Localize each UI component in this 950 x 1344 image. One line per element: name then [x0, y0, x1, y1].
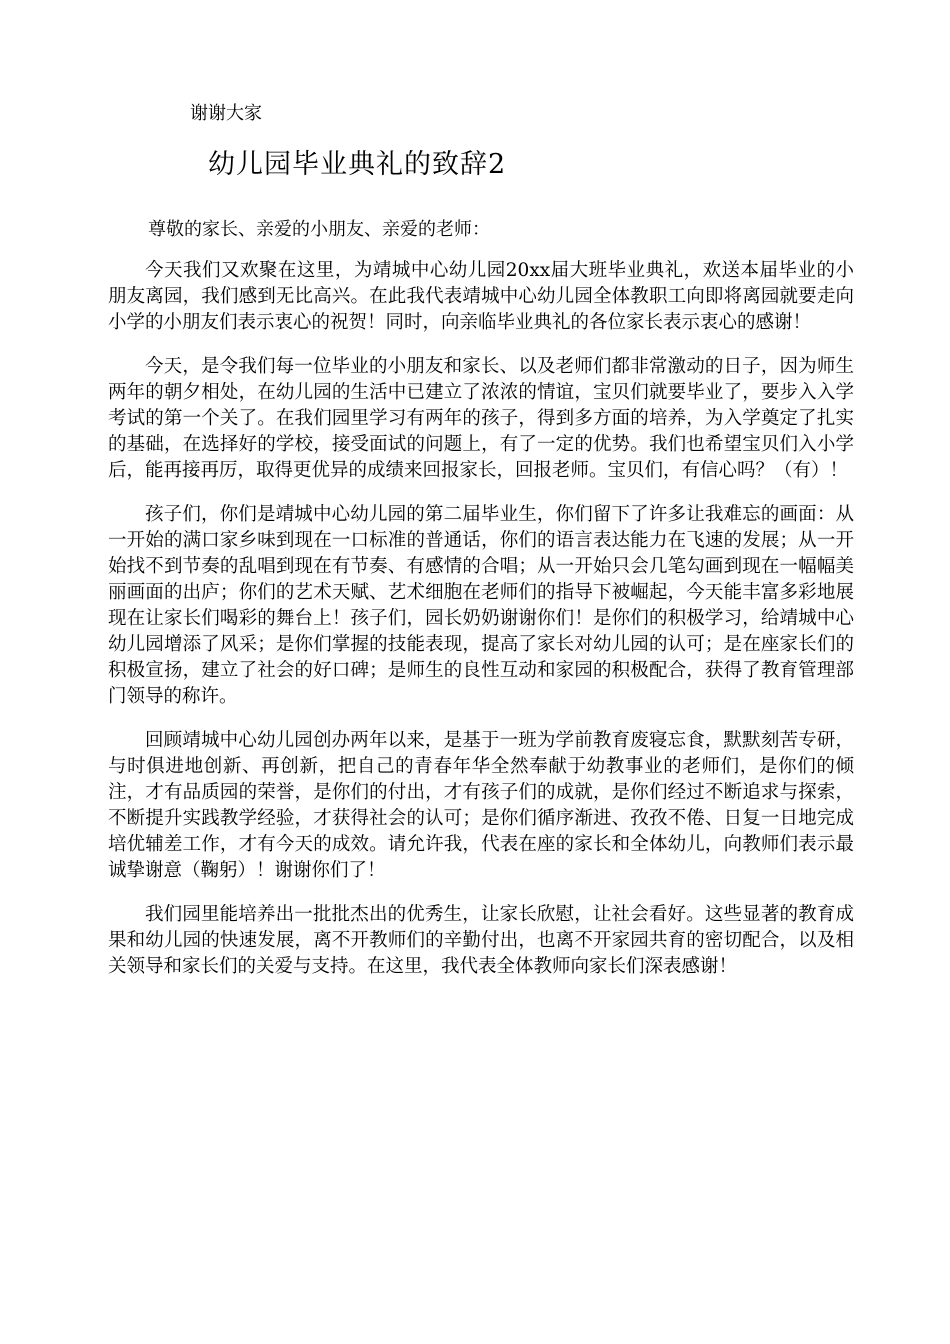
paragraph-4: 回顾靖城中心幼儿园创办两年以来，是基于一班为学前教育废寝忘食，默默刻苦专研，与时俱进地创新、再创新，把自己的青春年华全然奉献于幼教事业的老师们，是你们的倾注，才有品质园的荣誉，是你们的付出，才有孩子们的成就，是你们经过不断追求与探索，不断提升实践教学经验，才获得社会的认可；是你们循序渐进、孜孜不倦、日复一日地完成培优辅差工作，才有今天的成效。请允许我，代表在座的家长和全体幼儿，向教师们表示最诚挚谢意（鞠躬）！谢谢你们了！: [108, 730, 854, 881]
salutation: 尊敬的家长、亲爱的小朋友、亲爱的老师：: [148, 219, 490, 240]
document-title: 幼儿园毕业典礼的致辞2: [208, 149, 507, 180]
paragraph-2: 今天，是令我们每一位毕业的小朋友和家长、以及老师们都非常激动的日子，因为师生两年的朝夕相处，在幼儿园的生活中已建立了浓浓的情谊，宝贝们就要毕业了，要步入入学考试的第一个关了。在我们园里学习有两年的孩子，得到多方面的培养，为入学奠定了扎实的基础，在选择好的学校，接受面试的问题上，有了一定的优势。我们也希望宝贝们入小学后，能再接再厉，取得更优异的成绩来回报家长，回报老师。宝贝们，有信心吗？（有）！: [108, 356, 854, 481]
document-body: [108, 258, 854, 998]
paragraph-1: 今天我们又欢聚在这里，为靖城中心幼儿园20xx届大班毕业典礼，欢送本届毕业的小朋友离园，我们感到无比高兴。在此我代表靖城中心幼儿园全体教职工向即将离园就要走向小学的小朋友们表示衷心的祝贺！同时，向亲临毕业典礼的各位家长表示衷心的感谢！: [108, 260, 854, 333]
paragraph-5: 我们园里能培养出一批批杰出的优秀生，让家长欣慰，让社会看好。这些显著的教育成果和幼儿园的快速发展，离不开教师们的辛勤付出，也离不开家园共育的密切配合，以及相关领导和家长们的关爱与支持。在这里，我代表全体教师向家长们深表感谢！: [108, 904, 854, 977]
paragraph-3: 孩子们，你们是靖城中心幼儿园的第二届毕业生，你们留下了许多让我难忘的画面：从一开始的满口家乡味到现在一口标准的普通话，你们的语言表达能力在飞速的发展；从一开始找不到节奏的乱唱到现在有节奏、有感情的合唱；从一开始只会几笔勾画到现在一幅幅美丽画面的出庐；你们的艺术天赋、艺术细胞在老师们的指导下被崛起，今天能丰富多彩地展现在让家长们喝彩的舞台上！孩子们，园长奶奶谢谢你们！是你们的积极学习，给靖城中心幼儿园增添了风采；是你们掌握的技能表现，提高了家长对幼儿园的认可；是在座家长们的积极宣扬，建立了社会的好口碑；是师生的良性互动和家园的积极配合，获得了教育管理部门领导的称许。: [108, 504, 854, 707]
closing-line: 谢谢大家: [190, 103, 262, 124]
